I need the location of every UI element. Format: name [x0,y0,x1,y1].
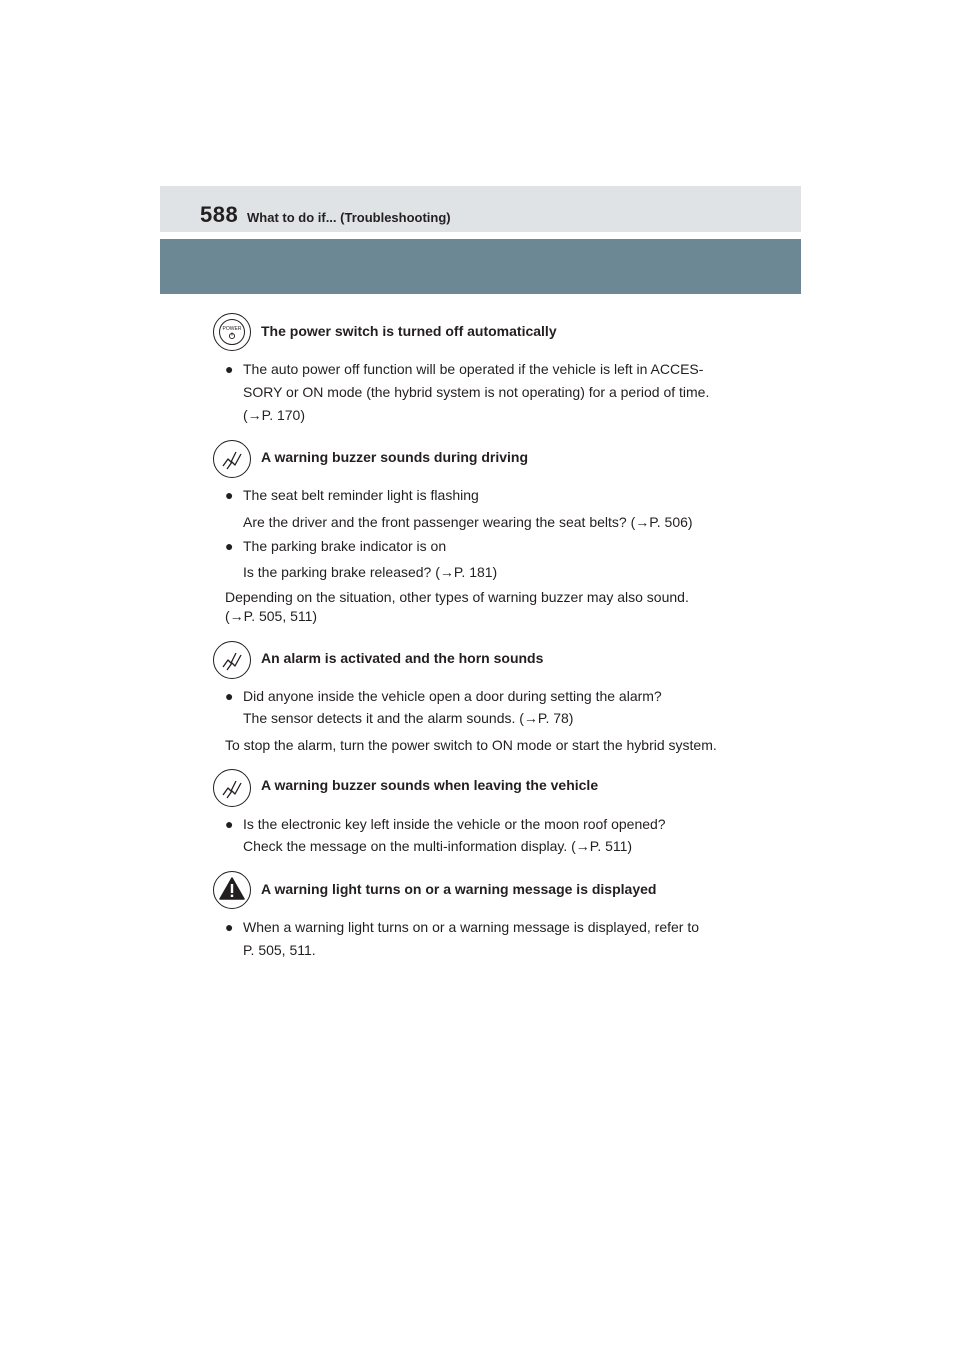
section-title: An alarm is activated and the horn sounds [261,650,544,666]
bullet-subtext: Check the message on the multi-information display. (→P. 511) [243,838,633,854]
note-text: Depending on the situation, other types of warning buzzer may also sound. [225,589,689,605]
bullet-text-line: When a warning light turns on or a warning message is displayed, refer to [243,919,700,935]
header-bar [160,186,801,232]
bullet-subtext: The sensor detects it and the alarm sounds. (→P. 78) [243,710,574,726]
page-reference: (→P. 170) [243,407,305,423]
bullet: ● [225,816,234,832]
bullet-text: The seat belt reminder light is flashing [243,487,479,503]
page-number: 588 [200,202,239,227]
bullet: ● [225,361,234,377]
bullet: ● [225,538,234,554]
warning-buzzer-icon [213,769,251,807]
bullet: ● [225,919,234,935]
power-icon-label: POWER [222,326,242,332]
warning-buzzer-icon [213,641,251,679]
bullet-text: Did anyone inside the vehicle open a door during setting the alarm? [243,688,662,704]
section-title-bar [160,239,801,294]
bullet: ● [225,688,234,704]
bullet-text: Is the electronic key left inside the vehicle or the moon roof opened? [243,816,666,832]
bullet: ● [225,487,234,503]
note-text: To stop the alarm, turn the power switch to ON mode or start the hybrid system. [225,737,717,753]
bullet-subtext: Is the parking brake released? (→P. 181) [243,564,498,580]
section-title: A warning buzzer sounds when leaving the vehicle [261,777,599,793]
page-reference: (→P. 505, 511) [225,608,318,624]
section-title: A warning light turns on or a warning message is displayed [261,881,657,897]
section-title: The power switch is turned off automatically [261,323,557,339]
bullet-text: The parking brake indicator is on [243,538,447,554]
bullet-text-line: The auto power off function will be operated if the vehicle is left in ACCES- [243,361,704,377]
chapter-title: What to do if... (Troubleshooting) [247,210,451,225]
warning-buzzer-icon [213,440,251,478]
bullet-subtext: Are the driver and the front passenger wearing the seat belts? (→P. 506) [243,514,693,530]
bullet-text-line: SORY or ON mode (the hybrid system is not operating) for a period of time. [243,384,710,400]
page-reference: P. 505, 511. [243,942,316,958]
power-button-icon [213,313,251,351]
section-title: A warning buzzer sounds during driving [261,449,529,465]
warning-triangle-icon [213,871,251,909]
